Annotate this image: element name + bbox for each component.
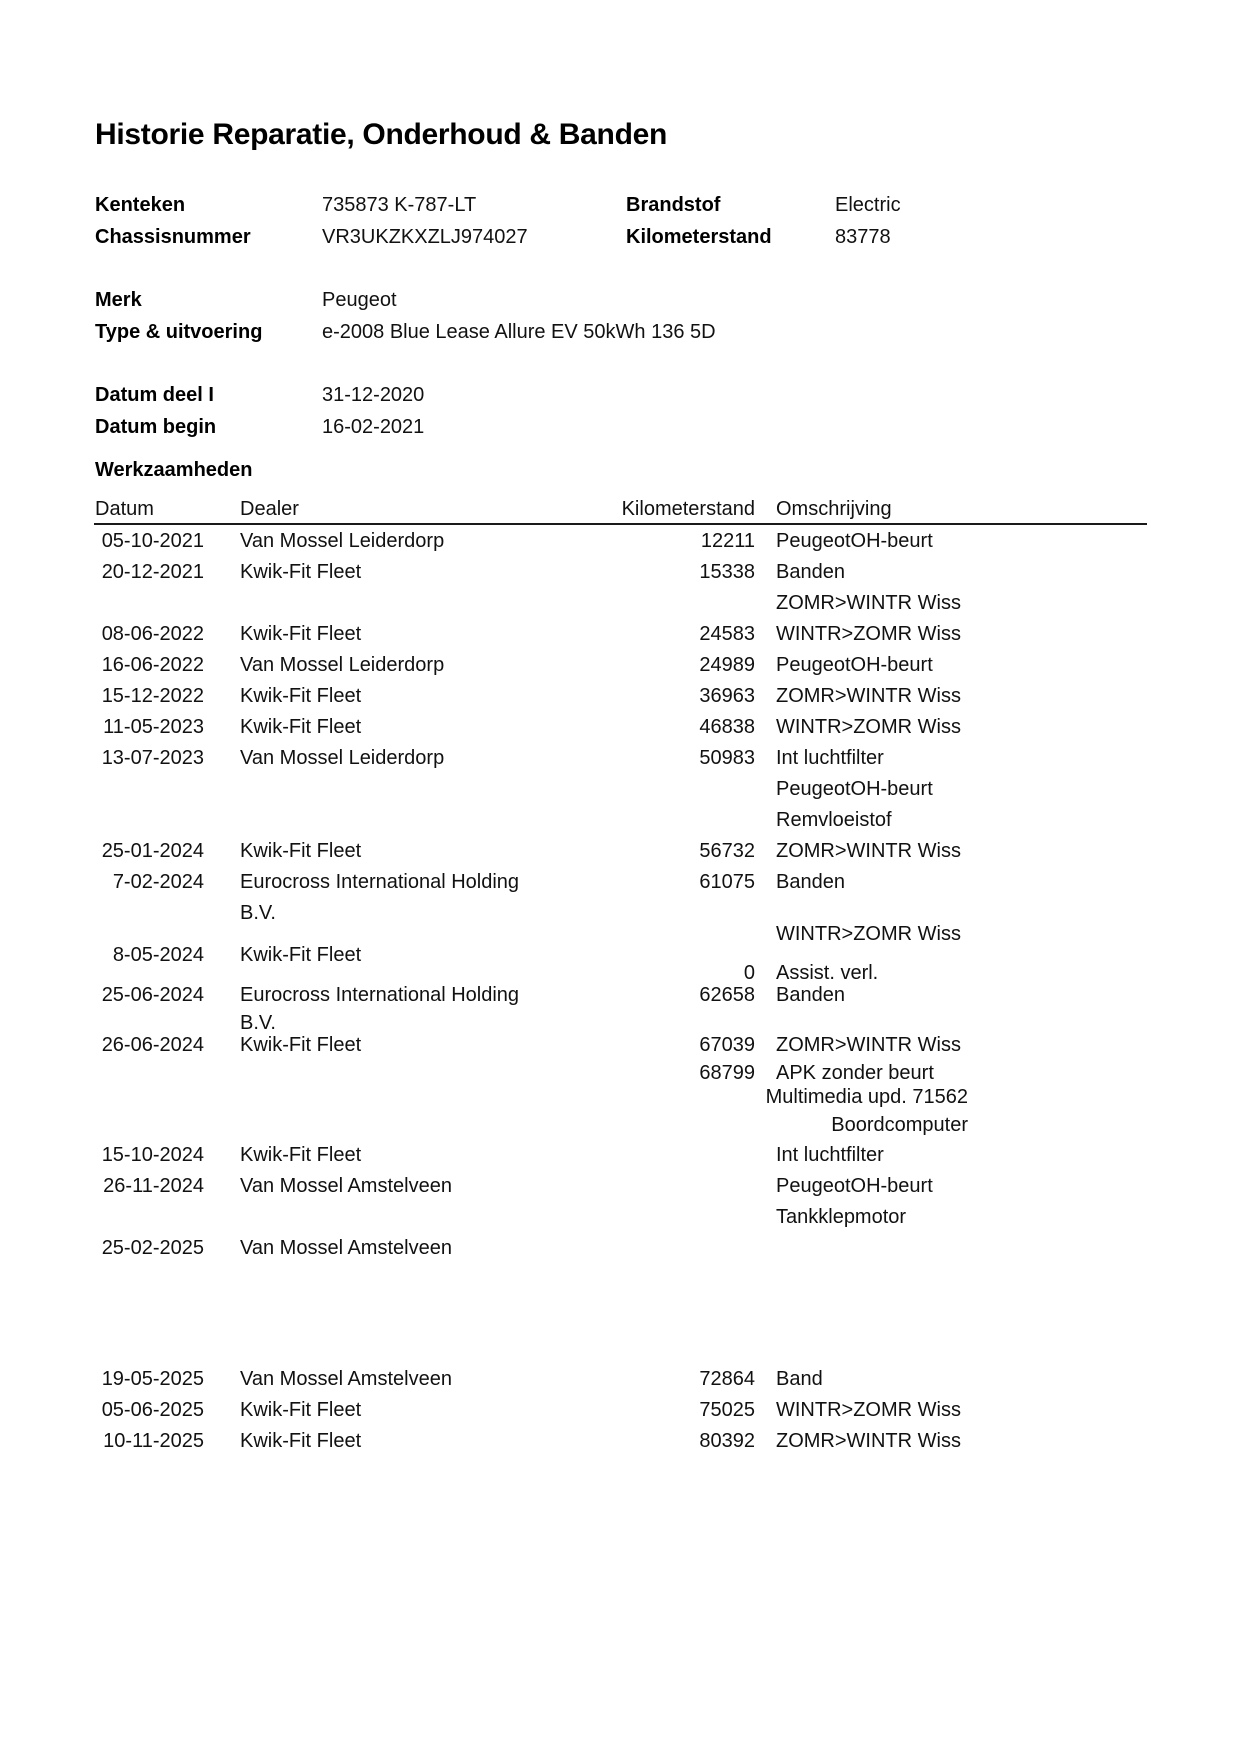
- kenteken-label: Kenteken: [95, 194, 186, 216]
- row-kilometerstand: 61075: [699, 871, 755, 893]
- row-dealer: Kwik-Fit Fleet: [240, 1399, 362, 1421]
- row-omschrijving: PeugeotOH-beurt: [776, 530, 933, 552]
- row-omschrijving: Remvloeistof: [776, 809, 892, 831]
- table-row: [94, 561, 1147, 592]
- row-kilometerstand: 24989: [699, 654, 755, 676]
- merk-label: Merk: [95, 289, 142, 311]
- row-datum: 05-10-2021: [101, 530, 204, 552]
- row-dealer: Van Mossel Amstelveen: [240, 1175, 452, 1197]
- section-title-werkzaamheden: Werkzaamheden: [95, 459, 253, 481]
- row-datum: 05-06-2025: [101, 1399, 204, 1421]
- row-omschrijving: ZOMR>WINTR Wiss: [776, 685, 961, 707]
- row-omschrijving: WINTR>ZOMR Wiss: [776, 923, 961, 945]
- row-dealer: Van Mossel Leiderdorp: [240, 530, 445, 552]
- row-omschrijving: Tankklepmotor: [776, 1206, 907, 1228]
- row-dealer: Kwik-Fit Fleet: [240, 1034, 362, 1056]
- table-row: [94, 1268, 1147, 1368]
- row-omschrijving: Band: [776, 1368, 823, 1390]
- table-row: [94, 592, 1147, 623]
- row-kilometerstand: 72864: [699, 1368, 755, 1390]
- row-dealer: Eurocross International Holding: [240, 984, 520, 1006]
- table-row: [94, 1144, 1147, 1175]
- table-row: [94, 1206, 1147, 1237]
- table-header-rule: [94, 523, 1147, 525]
- row-kilometerstand: 46838: [699, 716, 755, 738]
- row-dealer: Kwik-Fit Fleet: [240, 1144, 362, 1166]
- row-datum: 15-10-2024: [101, 1144, 204, 1166]
- row-omschrijving: APK zonder beurt: [776, 1062, 934, 1084]
- row-kilometerstand: 50983: [699, 747, 755, 769]
- row-kilometerstand: 24583: [699, 623, 755, 645]
- row-dealer: Kwik-Fit Fleet: [240, 944, 362, 966]
- table-row: [94, 962, 1147, 984]
- type-uitvoering-value: e-2008 Blue Lease Allure EV 50kWh 136 5D: [322, 321, 716, 343]
- row-omschrijving: ZOMR>WINTR Wiss: [776, 592, 961, 614]
- table-row: [94, 623, 1147, 654]
- table-row: [94, 654, 1147, 685]
- datum-begin-label: Datum begin: [95, 416, 217, 438]
- row-dealer: Eurocross International Holding: [240, 871, 520, 893]
- table-row: [94, 685, 1147, 716]
- row-kilometerstand: 75025: [699, 1399, 755, 1421]
- row-datum: 26-06-2024: [101, 1034, 204, 1056]
- table-row: [94, 840, 1147, 871]
- table-header: [94, 496, 1147, 522]
- row-omschrijving: WINTR>ZOMR Wiss: [776, 716, 961, 738]
- chassisnummer-value: VR3UKZKXZLJ974027: [322, 226, 528, 248]
- table-row: [94, 1114, 1147, 1144]
- table-row: [94, 1034, 1147, 1062]
- table-row: [94, 1086, 1147, 1114]
- row-dealer: Kwik-Fit Fleet: [240, 561, 362, 583]
- row-dealer: Van Mossel Amstelveen: [240, 1368, 452, 1390]
- row-dealer: Kwik-Fit Fleet: [240, 685, 362, 707]
- row-kilometerstand: 68799: [699, 1062, 755, 1084]
- row-dealer: Kwik-Fit Fleet: [240, 840, 362, 862]
- header-datum: Datum: [95, 498, 154, 520]
- table-row: [94, 944, 1147, 966]
- table-row: [94, 1062, 1147, 1086]
- table-row: [94, 778, 1147, 809]
- table-row: [94, 902, 1147, 923]
- table-row: [94, 809, 1147, 840]
- row-omschrijving: WINTR>ZOMR Wiss: [776, 1399, 961, 1421]
- row-datum: 8-05-2024: [112, 944, 204, 966]
- table-row: [94, 984, 1147, 1012]
- row-datum: 10-11-2025: [103, 1430, 204, 1452]
- datum-begin-value: 16-02-2021: [322, 416, 425, 438]
- row-wide-text: Multimedia upd. 71562: [765, 1086, 968, 1108]
- table-row: [94, 1012, 1147, 1034]
- row-omschrijving: Int luchtfilter: [776, 747, 884, 769]
- kilometerstand-label: Kilometerstand: [626, 226, 772, 248]
- row-datum: 25-06-2024: [101, 984, 204, 1006]
- row-datum: 19-05-2025: [101, 1368, 204, 1390]
- row-kilometerstand: 15338: [699, 561, 755, 583]
- row-omschrijving: Assist. verl.: [776, 962, 879, 984]
- row-dealer: B.V.: [240, 1012, 276, 1034]
- row-omschrijving: ZOMR>WINTR Wiss: [776, 840, 961, 862]
- table-row: [94, 1237, 1147, 1268]
- table-row: [94, 923, 1147, 944]
- row-datum: 20-12-2021: [101, 561, 204, 583]
- row-dealer: Van Mossel Leiderdorp: [240, 747, 445, 769]
- table-row: [94, 1399, 1147, 1430]
- row-kilometerstand: 0: [743, 962, 755, 984]
- row-datum: 25-02-2025: [101, 1237, 204, 1259]
- row-kilometerstand: 36963: [699, 685, 755, 707]
- row-dealer: Kwik-Fit Fleet: [240, 1430, 362, 1452]
- row-omschrijving: Int luchtfilter: [776, 1144, 884, 1166]
- row-kilometerstand: 12211: [700, 530, 755, 552]
- datum-deel1-value: 31-12-2020: [322, 384, 425, 406]
- row-dealer: Van Mossel Amstelveen: [240, 1237, 452, 1259]
- row-omschrijving: ZOMR>WINTR Wiss: [776, 1430, 961, 1452]
- brandstof-value: Electric: [835, 194, 901, 216]
- kenteken-value: 735873 K-787-LT: [322, 194, 477, 216]
- row-datum: 13-07-2023: [101, 747, 204, 769]
- row-datum: 11-05-2023: [103, 716, 204, 738]
- table-body: [94, 530, 1147, 1461]
- row-datum: 08-06-2022: [101, 623, 204, 645]
- row-datum: 16-06-2022: [101, 654, 204, 676]
- row-dealer: Van Mossel Leiderdorp: [240, 654, 445, 676]
- table-row: [94, 1175, 1147, 1206]
- row-kilometerstand: 62658: [699, 984, 755, 1006]
- brandstof-label: Brandstof: [626, 194, 721, 216]
- row-omschrijving: PeugeotOH-beurt: [776, 1175, 933, 1197]
- row-dealer: Kwik-Fit Fleet: [240, 716, 362, 738]
- datum-deel1-label: Datum deel I: [95, 384, 214, 406]
- header-dealer: Dealer: [240, 498, 299, 520]
- row-datum: 15-12-2022: [101, 685, 204, 707]
- row-omschrijving: PeugeotOH-beurt: [776, 778, 933, 800]
- row-omschrijving: Banden: [776, 984, 845, 1006]
- row-omschrijving: ZOMR>WINTR Wiss: [776, 1034, 961, 1056]
- table-row: [94, 530, 1147, 561]
- row-omschrijving: Banden: [776, 871, 845, 893]
- row-datum: 7-02-2024: [112, 871, 204, 893]
- page-title: Historie Reparatie, Onderhoud & Banden: [95, 118, 668, 151]
- row-datum: 25-01-2024: [101, 840, 204, 862]
- row-dealer: Kwik-Fit Fleet: [240, 623, 362, 645]
- row-wide-text: Boordcomputer: [831, 1114, 968, 1136]
- row-omschrijving: WINTR>ZOMR Wiss: [776, 623, 961, 645]
- table-row: [94, 1368, 1147, 1399]
- row-omschrijving: Banden: [776, 561, 845, 583]
- table-row: [94, 747, 1147, 778]
- row-kilometerstand: 80392: [699, 1430, 755, 1452]
- table-row: [94, 1430, 1147, 1461]
- header-kilometerstand: Kilometerstand: [621, 498, 755, 520]
- row-datum: 26-11-2024: [103, 1175, 204, 1197]
- merk-value: Peugeot: [322, 289, 397, 311]
- header-omschrijving: Omschrijving: [776, 498, 892, 520]
- row-dealer: B.V.: [240, 902, 276, 924]
- table-row: [94, 871, 1147, 902]
- row-kilometerstand: 56732: [699, 840, 755, 862]
- kilometerstand-value: 83778: [835, 226, 891, 248]
- table-row: [94, 716, 1147, 747]
- chassisnummer-label: Chassisnummer: [95, 226, 251, 248]
- type-uitvoering-label: Type & uitvoering: [95, 321, 263, 343]
- row-kilometerstand: 67039: [699, 1034, 755, 1056]
- row-omschrijving: PeugeotOH-beurt: [776, 654, 933, 676]
